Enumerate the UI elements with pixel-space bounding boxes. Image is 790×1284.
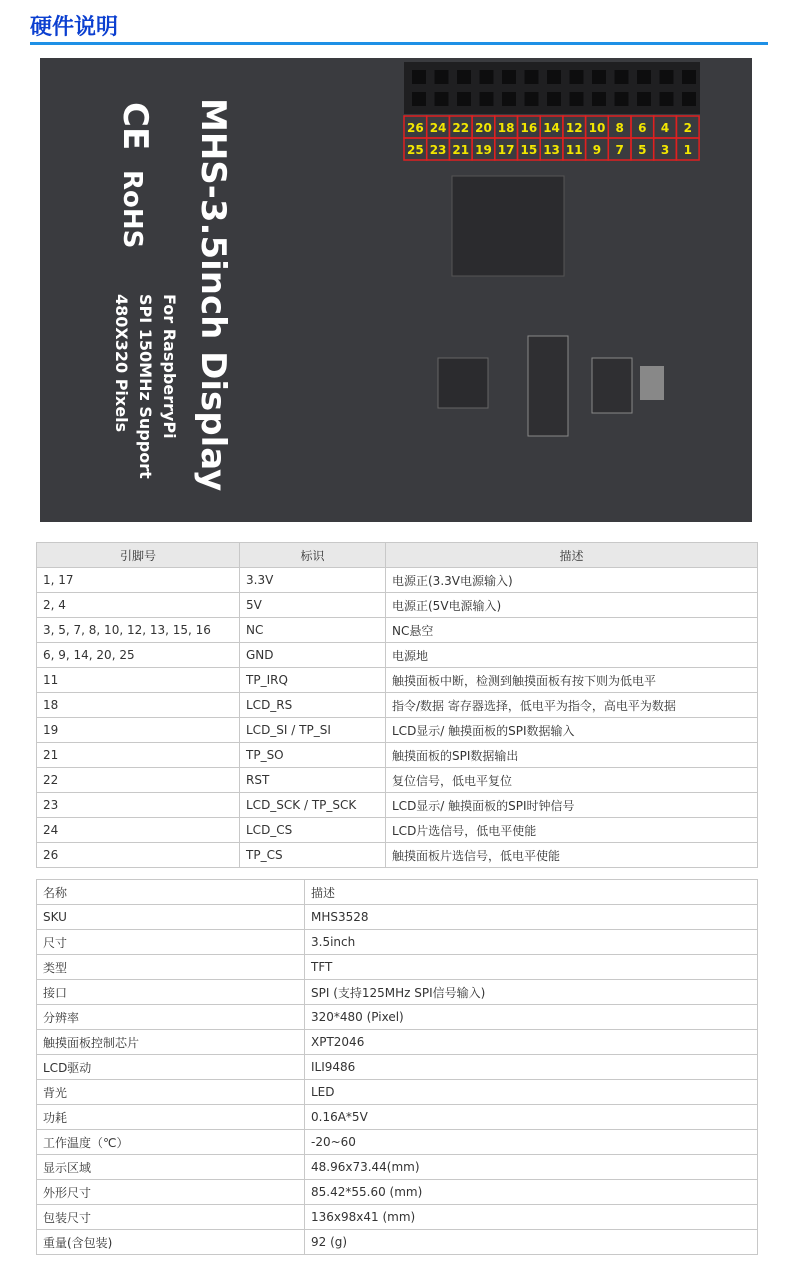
pin-number-label: 26 [406,121,424,135]
table-cell: 23 [37,793,240,818]
table-cell: 18 [37,693,240,718]
header-hole [637,70,651,84]
table-cell: 电源地 [386,643,758,668]
table-cell: 2, 4 [37,593,240,618]
mcu-chip [452,176,564,276]
table-row [37,718,758,743]
table-cell: 外形尺寸 [37,1180,305,1205]
pin-table [36,542,758,868]
table-row [37,1030,758,1055]
table-cell: 3.3V [240,568,386,593]
table-cell: 包装尺寸 [37,1205,305,1230]
pin-number-label: 25 [406,143,424,157]
pin-number-label: 3 [660,143,670,157]
header-hole [682,92,696,106]
table-cell: 触摸面板的SPI数据输出 [386,743,758,768]
table-row [37,1230,758,1255]
pin-table-header-cell: 标识 [240,543,386,568]
board-model-text: MHS-3.5inch Display [193,98,233,492]
table-cell: XPT2046 [305,1030,758,1055]
resistor-array [528,336,568,436]
table-cell: TP_SO [240,743,386,768]
table-row [37,905,758,930]
pin-number-label: 21 [452,143,470,157]
pin-number-label: 11 [565,143,583,157]
header-hole [660,92,674,106]
header-hole [592,70,606,84]
header-hole [502,70,516,84]
spec-table [36,879,758,1255]
table-row [37,843,758,868]
header-hole [570,70,584,84]
pin-header [404,62,700,114]
table-cell: SPI (支持125MHz SPI信号输入) [305,980,758,1005]
table-row [37,980,758,1005]
spec-table-header-cell: 描述 [305,880,758,905]
pin-number-label: 8 [615,121,624,135]
small-chip [438,358,488,408]
pin-number-label: 4 [660,121,670,135]
table-cell: 11 [37,668,240,693]
table-cell: 6, 9, 14, 20, 25 [37,643,240,668]
table-cell: 复位信号，低电平复位 [386,768,758,793]
table-cell: 指令/数据 寄存器选择，低电平为指令，高电平为数据 [386,693,758,718]
pin-number-label: 14 [543,121,560,135]
table-cell: RST [240,768,386,793]
table-cell: 重量(含包装) [37,1230,305,1255]
spec-table-header [37,880,758,905]
table-cell: 功耗 [37,1105,305,1130]
table-cell: TFT [305,955,758,980]
header-hole [480,92,494,106]
header-hole [435,70,449,84]
header-hole [570,92,584,106]
table-cell: 3.5inch [305,930,758,955]
pin-number-label: 7 [615,143,624,157]
title-divider [30,42,768,45]
table-row [37,1155,758,1180]
ce-mark: CE [115,102,155,151]
table-cell: SKU [37,905,305,930]
table-cell: 分辨率 [37,1005,305,1030]
regulator-tab [640,366,664,400]
table-row [37,1180,758,1205]
header-hole [615,70,629,84]
table-cell: LED [305,1080,758,1105]
table-row [37,1105,758,1130]
header-hole [547,70,561,84]
table-cell: NC [240,618,386,643]
table-cell: LCD显示/ 触摸面板的SPI时钟信号 [386,793,758,818]
pin-number-label: 6 [638,121,647,135]
table-row [37,768,758,793]
header-hole [660,70,674,84]
table-cell: 触摸面板控制芯片 [37,1030,305,1055]
pin-number-label: 23 [429,143,447,157]
header-hole [525,92,539,106]
table-cell: 接口 [37,980,305,1005]
board-line-raspberrypi: For RaspberryPi [160,294,179,439]
table-row [37,668,758,693]
page-title: 硬件说明 [30,15,119,40]
table-cell: 19 [37,718,240,743]
table-cell: 26 [37,843,240,868]
table-cell: NC悬空 [386,618,758,643]
pin-number-label: 5 [638,143,647,157]
table-row [37,643,758,668]
table-cell: 工作温度（℃） [37,1130,305,1155]
table-cell: LCD片选信号，低电平使能 [386,818,758,843]
table-row [37,1205,758,1230]
table-row [37,1055,758,1080]
table-cell: 1, 17 [37,568,240,593]
table-cell: 92 (g) [305,1230,758,1255]
table-cell: LCD_RS [240,693,386,718]
pin-number-label: 12 [565,121,583,135]
table-cell: 3, 5, 7, 8, 10, 12, 13, 15, 16 [37,618,240,643]
pin-table-header [37,543,758,568]
pin-table-header-cell: 引脚号 [37,543,240,568]
table-cell: LCD_SCK / TP_SCK [240,793,386,818]
pin-number-label: 16 [520,121,538,135]
board-line-spi: SPI 150MHz Support [136,294,155,479]
table-cell: 48.96x73.44(mm) [305,1155,758,1180]
table-row [37,955,758,980]
pin-number-label: 18 [497,121,515,135]
table-cell: 5V [240,593,386,618]
pin-number-label: 17 [497,143,515,157]
pin-number-label: 10 [588,121,606,135]
rohs-mark: RoHS [117,170,147,249]
spec-table-header-cell: 名称 [37,880,305,905]
table-cell: 0.16A*5V [305,1105,758,1130]
board-line-pixels: 480X320 Pixels [112,294,131,433]
table-cell: 电源正(3.3V电源输入) [386,568,758,593]
table-cell: LCD驱动 [37,1055,305,1080]
header-hole [682,70,696,84]
pin-table-header-cell: 描述 [386,543,758,568]
table-cell: 24 [37,818,240,843]
pin-number-label: 19 [475,143,492,157]
table-cell: 电源正(5V电源输入) [386,593,758,618]
header-hole [525,70,539,84]
table-row [37,743,758,768]
table-cell: LCD显示/ 触摸面板的SPI数据输入 [386,718,758,743]
header-hole [637,92,651,106]
table-cell: TP_IRQ [240,668,386,693]
table-cell: 85.42*55.60 (mm) [305,1180,758,1205]
table-cell: 显示区域 [37,1155,305,1180]
table-cell: 320*480 (Pixel) [305,1005,758,1030]
table-row [37,568,758,593]
table-cell: 触摸面板中断，检测到触摸面板有按下则为低电平 [386,668,758,693]
table-row [37,618,758,643]
table-cell: LCD_SI / TP_SI [240,718,386,743]
header-hole [592,92,606,106]
pin-number-label: 15 [520,143,538,157]
table-row [37,693,758,718]
pin-number-label: 22 [452,121,470,135]
table-row [37,793,758,818]
table-cell: 136x98x41 (mm) [305,1205,758,1230]
header-hole [412,70,426,84]
table-cell: 22 [37,768,240,793]
pin-number-label: 20 [475,121,492,135]
header-hole [547,92,561,106]
table-row [37,1080,758,1105]
table-row [37,593,758,618]
regulator [592,358,632,413]
header-hole [480,70,494,84]
table-cell: GND [240,643,386,668]
table-cell: 类型 [37,955,305,980]
pin-number-label: 1 [683,143,692,157]
table-cell: 21 [37,743,240,768]
table-row [37,1130,758,1155]
table-row [37,818,758,843]
header-hole [502,92,516,106]
header-hole [435,92,449,106]
header-hole [615,92,629,106]
pin-number-label: 9 [592,143,602,157]
header-hole [412,92,426,106]
pin-number-label: 2 [683,121,692,135]
board-photo [40,58,752,522]
table-cell: ILI9486 [305,1055,758,1080]
table-row [37,930,758,955]
table-cell: TP_CS [240,843,386,868]
table-cell: 尺寸 [37,930,305,955]
table-cell: 触摸面板片选信号，低电平使能 [386,843,758,868]
pin-number-label: 24 [429,121,447,135]
table-cell: LCD_CS [240,818,386,843]
pin-number-label: 13 [543,143,560,157]
header-hole [457,92,471,106]
table-cell: 背光 [37,1080,305,1105]
table-cell: -20~60 [305,1130,758,1155]
table-cell: MHS3528 [305,905,758,930]
table-row [37,1005,758,1030]
header-hole [457,70,471,84]
